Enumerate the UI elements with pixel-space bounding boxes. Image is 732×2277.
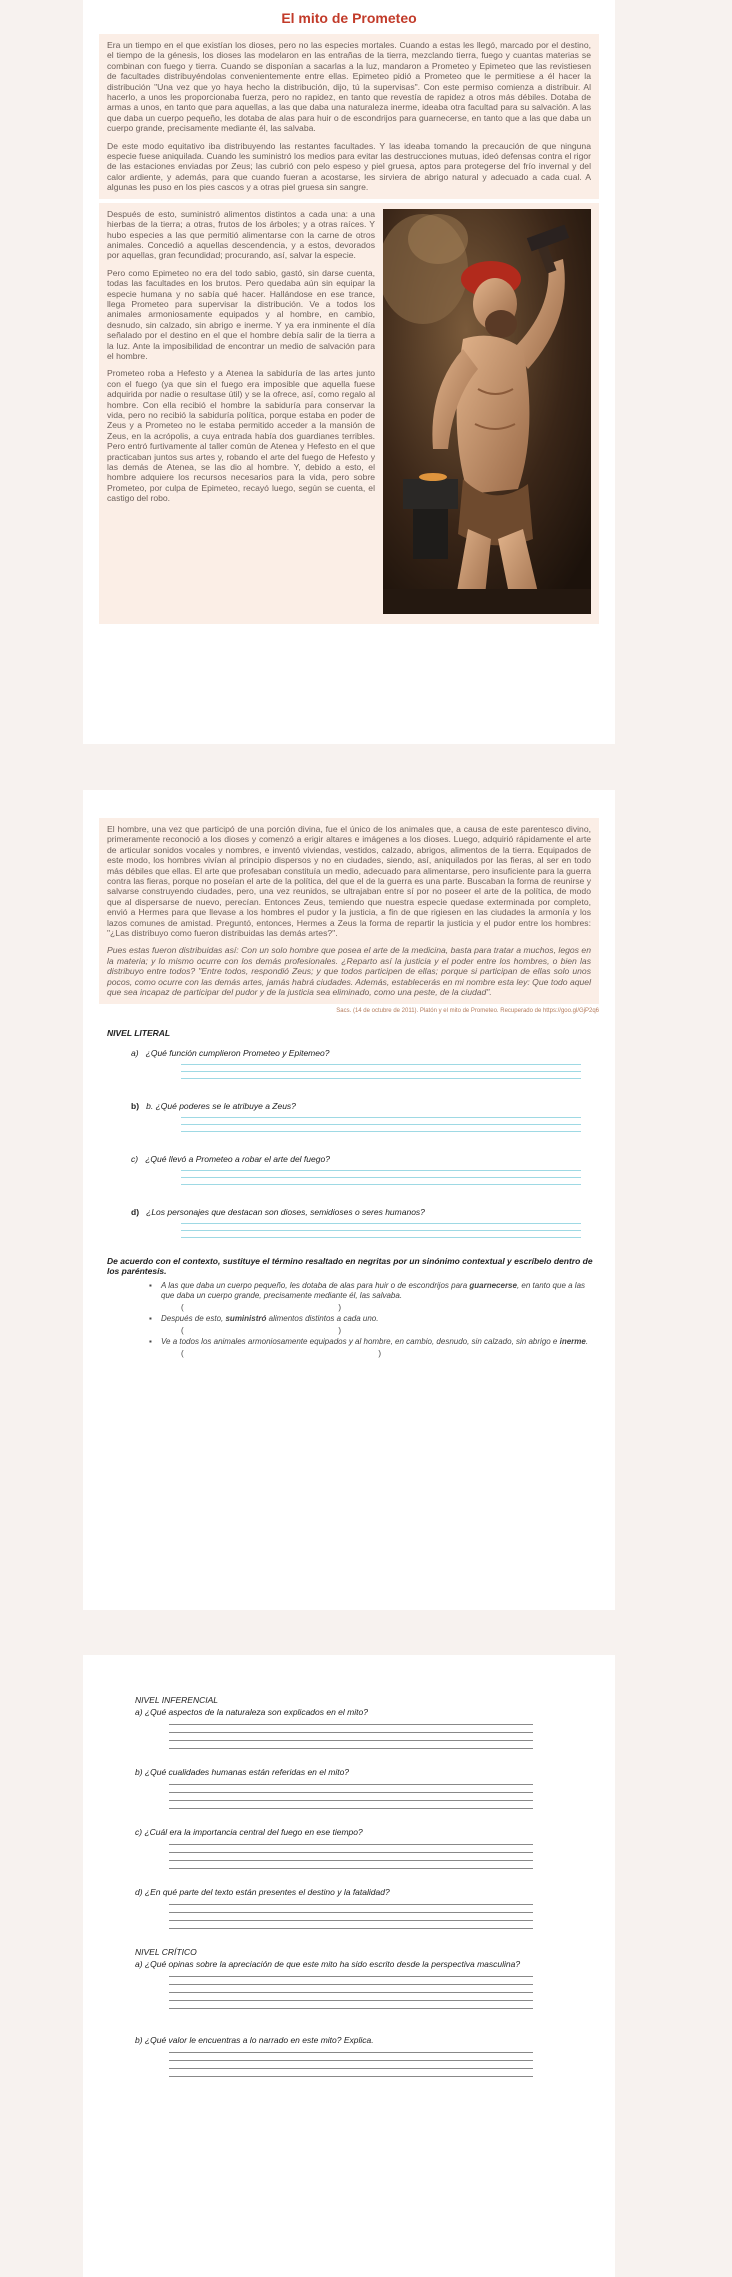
- question-b-text: b. ¿Qué poderes se le atribuye a Zeus?: [146, 1100, 296, 1111]
- illustrated-block: [99, 203, 599, 624]
- page-title: El mito de Prometeo: [281, 10, 417, 26]
- synonym-item-3-pre: Ve a todos los animales armoniosamente equipados y al hombre, en cambio, desnudo, sin calzado, sin abrigo e: [161, 1336, 560, 1346]
- synonym-item-1-pre: A las que daba un cuerpo pequeño, les dotaba de alas para huir o de escondrijos para: [161, 1280, 470, 1290]
- question-c-letter: c): [131, 1153, 139, 1164]
- prometheus-painting: [383, 209, 591, 614]
- paren-open: (: [181, 1302, 184, 1312]
- inferencial-question-b: b) ¿Qué cualidades humanas están referidas en el mito?: [135, 1767, 350, 1777]
- synonym-item-2: [161, 1314, 591, 1324]
- answer-line[interactable]: [169, 1976, 533, 1977]
- critico-question-a: a) ¿Qué opinas sobre la apreciación de que este mito ha sido escrito desde la perspectiva masculina?: [135, 1959, 521, 1969]
- answer-line[interactable]: [169, 2060, 533, 2061]
- page-1: [83, 0, 615, 744]
- answer-line[interactable]: [169, 2008, 533, 2009]
- inferencial-question-c: c) ¿Cuál era la importancia central del fuego en ese tiempo?: [135, 1827, 363, 1837]
- paragraph-7: Pues estas fueron distribuidas así: Con un solo hombre que posea el arte de la medicina, basta para tratar a muchos, legos en la materia; y lo mismo ocurre con los demás profesionales. ¿Reparto así la justicia y el poder entre los hombres, o bien las distribuyo entre todos? "Entre todos, respondió Zeus; y que todos participen de ellas; porque si participan de ellas solo unos pocos, como ocurre con las demás artes, jamás habrá ciudades. Además, establecerás en mi nombre esta ley: Que todo aquel que sea incapaz de participar del pudor y de la justicia sea eliminado, como una peste, de la ciudad".: [107, 945, 591, 998]
- answer-line[interactable]: [181, 1223, 581, 1224]
- question-a: [131, 1048, 615, 1058]
- synonym-item-2-pre: Después de esto,: [161, 1313, 226, 1323]
- answer-line[interactable]: [181, 1117, 581, 1118]
- question-a-text: ¿Qué función cumplieron Prometeo y Epitemeo?: [145, 1047, 330, 1058]
- paragraph-3: Después de esto, suministró alimentos distintos a cada una: a una hierbas de la tierra; a otras, frutos de los árboles; y a otras raíces. Y hubo especies a las que permitió alimentarse con la carne de otros animales. Concedió a aquellas descendencia, y a estos, devorados por aquellas, gran fecundidad; procurando, así, salvar la especie.: [107, 208, 375, 261]
- answer-line[interactable]: [169, 1868, 533, 1869]
- paren-close: ): [378, 1348, 381, 1358]
- answer-line[interactable]: [181, 1184, 581, 1185]
- answer-line[interactable]: [169, 1852, 533, 1853]
- answer-line[interactable]: [169, 1928, 533, 1929]
- paragraph-5: Prometeo roba a Hefesto y a Atenea la sabiduría de las artes junto con el fuego (ya que sin el fuego era imposible que aquella fuese adquirida por nadie o resultase útil) y se la ofrece, así, como regalo al hombre. Con ella recibió el hombre la sabiduría para conservar la vida, pero no recibió la sabiduría política, porque estaba en poder de Zeus y a Prometeo no le estaba permitido acceder a la mansión de Zeus, en la acrópolis, a cuya entrada había dos guardianes terribles. Pero entró furtivamente al taller común de Atenea y Hefesto en el que practicaban juntos sus artes y, robando el arte del fuego de Hefesto y las demás de Atenea, se las dio al hombre. Y, debido a esto, el hombre adquiere los recursos necesarios para la vida, pero sobre Prometeo, por culpa de Epimeteo, recayó luego, según se cuenta, el castigo del robo.: [107, 368, 375, 504]
- answer-line[interactable]: [181, 1230, 581, 1231]
- synonym-answer-2[interactable]: [181, 1326, 341, 1335]
- question-b-letter: b): [131, 1100, 140, 1111]
- section-critico-heading: NIVEL CRÍTICO: [135, 1947, 197, 1957]
- answer-line[interactable]: [181, 1124, 581, 1125]
- answer-line[interactable]: [181, 1170, 581, 1171]
- answer-line[interactable]: [169, 1992, 533, 1993]
- answer-line[interactable]: [169, 1724, 533, 1725]
- answer-line[interactable]: [169, 1920, 533, 1921]
- answer-line[interactable]: [169, 1904, 533, 1905]
- answer-line[interactable]: [169, 2000, 533, 2001]
- synonym-item-2-post: alimentos distintos a cada uno.: [266, 1313, 379, 1323]
- question-a-letter: a): [131, 1047, 139, 1058]
- answer-line[interactable]: [181, 1237, 581, 1238]
- paren-open: (: [181, 1348, 184, 1358]
- synonym-item-3-bold: inerme: [559, 1336, 586, 1346]
- intro-block: [99, 34, 599, 199]
- question-c: [131, 1154, 615, 1164]
- section-inferencial-heading: NIVEL INFERENCIAL: [135, 1695, 218, 1705]
- paragraph-1: Era un tiempo en el que existían los dioses, pero no las especies mortales. Cuando a estas les llegó, marcado por el destino, el tiempo de la génesis, los dioses las modelaron en las entrañas de la tierra, mezclando tierra, fuego y cuantas materias se combinan con fuego y tierra. Cuando se disponían a sacarlas a la luz, mandaron a Prometeo y Epimeteo que las revistiesen de facultades distribuyéndolas convenientemente entre ellas. Epimeteo pidió a Prometeo que le permitiese a él hacer la distribución "Una vez que yo haya hecho la distribución, dijo, tú la supervisas". Con este permiso comienza a distribuir. Al hacerlo, a unos les proporcionaba fuerza, pero no rapidez, en tanto que revestía de rapidez a otros más débiles. Dotaba de armas a unos, en tanto que para aquellas, a las que daba una naturaleza inerme, ideaba otra facultad para su salvación. A las que daba un cuerpo pequeño, les dotaba de alas para huir o de escondrijos para guarnecerse, en tanto que a las que daba un cuerpo grande, precisamente mediante él, las salvaba.: [107, 40, 591, 134]
- synonym-item-1-post: , en tanto que a las que daba un cuerpo grande, precisamente mediante él, las salvaba.: [161, 1280, 586, 1300]
- answer-line[interactable]: [169, 2076, 533, 2077]
- synonym-answer-3[interactable]: [181, 1349, 381, 1358]
- answer-line[interactable]: [169, 1748, 533, 1749]
- answer-line[interactable]: [181, 1071, 581, 1072]
- answer-line[interactable]: [169, 2052, 533, 2053]
- paren-close: ): [338, 1325, 341, 1335]
- paren-open: (: [181, 1325, 184, 1335]
- question-d-text: ¿Los personajes que destacan son dioses, semidioses o seres humanos?: [146, 1206, 425, 1217]
- section-literal-heading: NIVEL LITERAL: [107, 1027, 171, 1038]
- question-c-text: ¿Qué llevó a Prometeo a robar el arte del fuego?: [145, 1153, 330, 1164]
- synonym-item-3-post: .: [585, 1336, 589, 1346]
- answer-line[interactable]: [169, 2068, 533, 2069]
- answer-line[interactable]: [169, 1740, 533, 1741]
- answer-line[interactable]: [169, 1792, 533, 1793]
- inferencial-question-d: d) ¿En qué parte del texto están presentes el destino y la fatalidad?: [135, 1887, 390, 1897]
- answer-line[interactable]: [181, 1078, 581, 1079]
- answer-line[interactable]: [181, 1131, 581, 1132]
- answer-line[interactable]: [169, 1800, 533, 1801]
- answer-line[interactable]: [169, 1732, 533, 1733]
- continuation-block: [99, 818, 599, 1004]
- synonym-item-1-bold: guarnecerse: [469, 1280, 517, 1290]
- question-d: [131, 1207, 615, 1217]
- answer-line[interactable]: [181, 1064, 581, 1065]
- answer-line[interactable]: [181, 1177, 581, 1178]
- paragraph-4: Pero como Epimeteo no era del todo sabio, gastó, sin darse cuenta, todas las facultades en los brutos. Pero quedaba aún sin equipar la especie humana y no sabía qué hacer. Hallándose en ese trance, llega Prometeo para supervisar la distribución. Ve a todos los animales armoniosamente equipados y al hombre, en cambio, desnudo, sin calzado, sin abrigo e inerme. Y ya era inminente el día señalado por el destino en el que el hombre debía salir de la tierra a la luz. Ante la imposibilidad de encontrar un medio de salvación para el hombre.: [107, 267, 375, 361]
- paragraph-6: El hombre, una vez que participó de una porción divina, fue el único de los animales que, a causa de este parentesco divino, primeramente reconoció a los dioses y comenzó a erigir altares e imágenes a los dioses. Luego, adquirió rápidamente el arte de articular sonidos vocales y nombres, e inventó viviendas, vestidos, calzado, abrigos, alimentos de la tierra. Equipados de este modo, los hombres vivían al principio dispersos y no en ciudades, siendo, así, aniquilados por las fieras, al ser en todo más débiles que ellas. El arte que profesaban constituía un medio, adecuado para alimentarse, pero insuficiente para la guerra contra las fieras, porque no poseían el arte de la política, del que el de la guerra es una parte. Buscaban la forma de reunirse y salvarse construyendo ciudades, pero, una vez reunidos, se ultrajaban entre sí por no poseer el arte de la política, de modo que al dispersarse de nuevo, perecían. Entonces Zeus, temiendo que nuestra especie quedase exterminada por completo, envió a Hermes para que llevase a los hombres el pudor y la justicia, a fin de que rigiesen en las ciudades la armonía y los lazos comunes de amistad. Preguntó, entonces, Hermes a Zeus la forma de repartir la justicia y el pudor entre los hombres: "¿Las distribuyo como fueron distribuidas las demás artes?".: [107, 824, 591, 939]
- answer-line[interactable]: [169, 1860, 533, 1861]
- paragraph-2: De este modo equitativo iba distribuyendo las restantes facultades. Y las ideaba tomando la precaución de que ninguna especie fuese aniquilada. Cuando les suministró los medios para evitar las destrucciones mutuas, ideó defensas contra el rigor de las estaciones enviadas por Zeus; las cubrió con pelo espeso y piel gruesa, aptos para protegerse del frío invernal y del calor ardiente, y además, para que cuando fueran a acostarse, les sirviera de abrigo natural y adecuado a cada cual. A algunas les puso en los pies cascos y a otras piel gruesa sin sangre.: [107, 140, 591, 193]
- answer-line[interactable]: [169, 1844, 533, 1845]
- reference-citation: Sacs. (14 de octubre de 2011). Platón y el mito de Prometeo. Recuperado de https://goo.gl/GjP2q6: [336, 1007, 599, 1014]
- answer-line[interactable]: [169, 1912, 533, 1913]
- answer-line[interactable]: [169, 1808, 533, 1809]
- critico-question-b: b) ¿Qué valor le encuentras a lo narrado en este mito? Explica.: [135, 2035, 374, 2045]
- question-b: [131, 1101, 615, 1111]
- synonym-item-2-bold: suministró: [225, 1313, 267, 1323]
- inferencial-question-a: a) ¿Qué aspectos de la naturaleza son explicados en el mito?: [135, 1707, 368, 1717]
- answer-line[interactable]: [169, 1984, 533, 1985]
- synonym-item-1: [161, 1281, 591, 1301]
- answer-line[interactable]: [169, 1784, 533, 1785]
- synonym-instruction: De acuerdo con el contexto, sustituye el término resaltado en negritas por un sinónimo contextual y escríbelo dentro de los paréntesis.: [107, 1255, 593, 1276]
- synonym-answer-1[interactable]: [181, 1303, 341, 1312]
- synonym-item-3: [161, 1337, 591, 1347]
- page-2: [83, 790, 615, 1610]
- question-d-letter: d): [131, 1206, 140, 1217]
- paren-close: ): [338, 1302, 341, 1312]
- page-3: [83, 1655, 615, 2277]
